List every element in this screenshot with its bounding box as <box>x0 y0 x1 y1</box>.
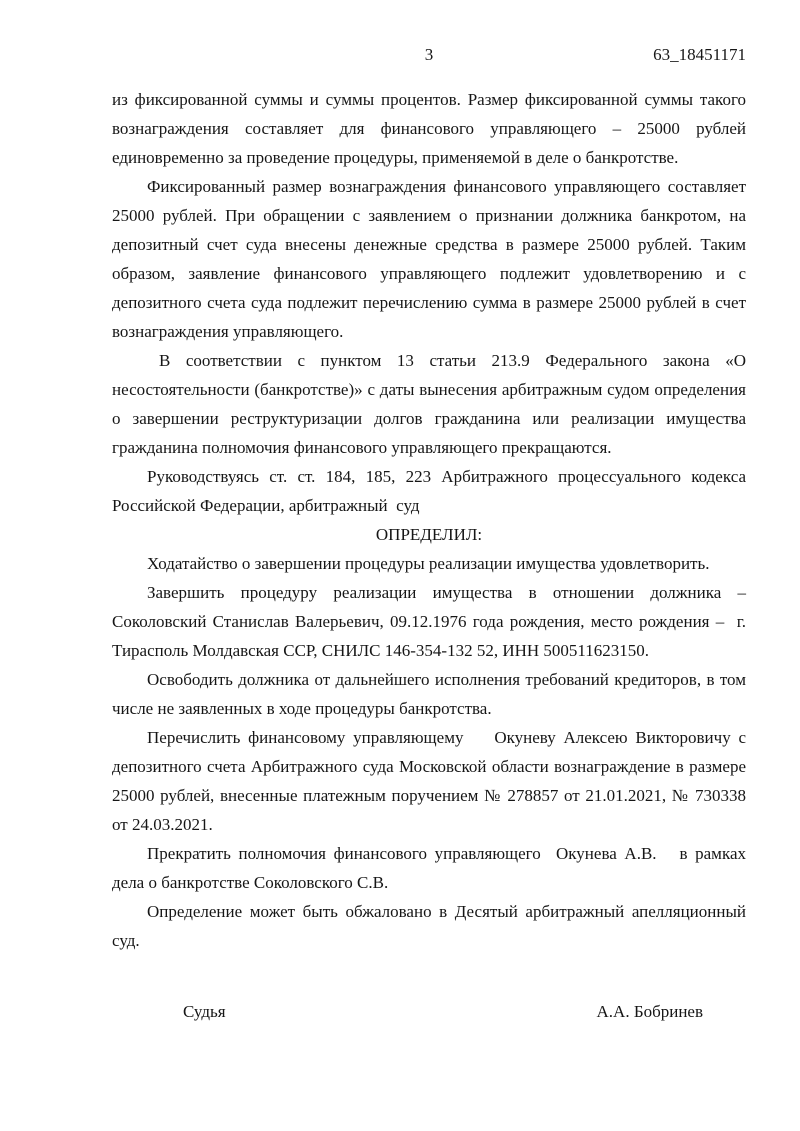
paragraph-fixed-sum-continuation: из фиксированной суммы и суммы процентов. Размер фиксированной суммы такого вознаграждения составляет для финансового управляющего – 25000 рублей единовременно за проведение процедуры, применяемой в деле о банкротстве. <box>112 90 746 167</box>
paragraph-terminate-powers: Прекратить полномочия финансового управляющего Окунева А.В. в рамках дела о банкротстве Соколовского С.В. <box>112 844 746 892</box>
page-header <box>112 44 746 66</box>
page-number: 3 <box>424 45 434 64</box>
resolution-heading: ОПРЕДЕЛИЛ: <box>375 525 483 544</box>
paragraph-appeal-notice: Определение может быть обжаловано в Десятый арбитражный апелляционный суд. <box>112 902 746 950</box>
paragraph-fixed-remuneration: Фиксированный размер вознаграждения финансового управляющего составляет 25000 рублей. При обращении с заявлением о признании должника банкротом, на депозитный счет суда внесены денежные средства в размере 25000 рублей. Таким образом, заявление финансового управляющего подлежит удовлетворению и с депозитного счета суда подлежит перечислению сумма в размере 25000 рублей в счет вознаграждения управляющего. <box>112 177 746 341</box>
signature-block <box>183 997 703 1026</box>
signature-name: А.А. Бобринев <box>596 1002 703 1021</box>
paragraph-transfer-remuneration: Перечислить финансовому управляющему Окуневу Алексею Викторовичу с депозитного счета Арбитражного суда Московской области вознаграждение в размере 25000 рублей, внесенные платежным поручением № 278857 от 21.01.2021, № 730338 от 24.03.2021. <box>112 728 746 834</box>
signature-role: Судья <box>183 1002 226 1021</box>
paragraph-release-debtor: Освободить должника от дальнейшего исполнения требований кредиторов, в том числе не заявленных в ходе процедуры банкротства. <box>112 670 746 718</box>
document-number: 63_18451171 <box>653 45 746 64</box>
paragraph-law-reference: В соответствии с пунктом 13 статьи 213.9 Федерального закона «О несостоятельности (банкротстве)» с даты вынесения арбитражным судом определения о завершении реструктуризации долгов гражданина или реализации имущества гражданина полномочия финансового управляющего прекращаются. <box>112 351 746 457</box>
paragraph-complete-procedure: Завершить процедуру реализации имущества в отношении должника – Соколовский Станислав Валерьевич, 09.12.1976 года рождения, место рождения – г. Тирасполь Молдавская ССР, СНИЛС 146-354-132 52, ИНН 500511623150. <box>112 583 746 660</box>
document-body <box>112 85 746 955</box>
paragraph-petition-granted: Ходатайство о завершении процедуры реализации имущества удовлетворить. <box>147 554 710 573</box>
paragraph-guided-by-articles: Руководствуясь ст. ст. 184, 185, 223 Арбитражного процессуального кодекса Российской Федерации, арбитражный суд <box>112 467 746 515</box>
